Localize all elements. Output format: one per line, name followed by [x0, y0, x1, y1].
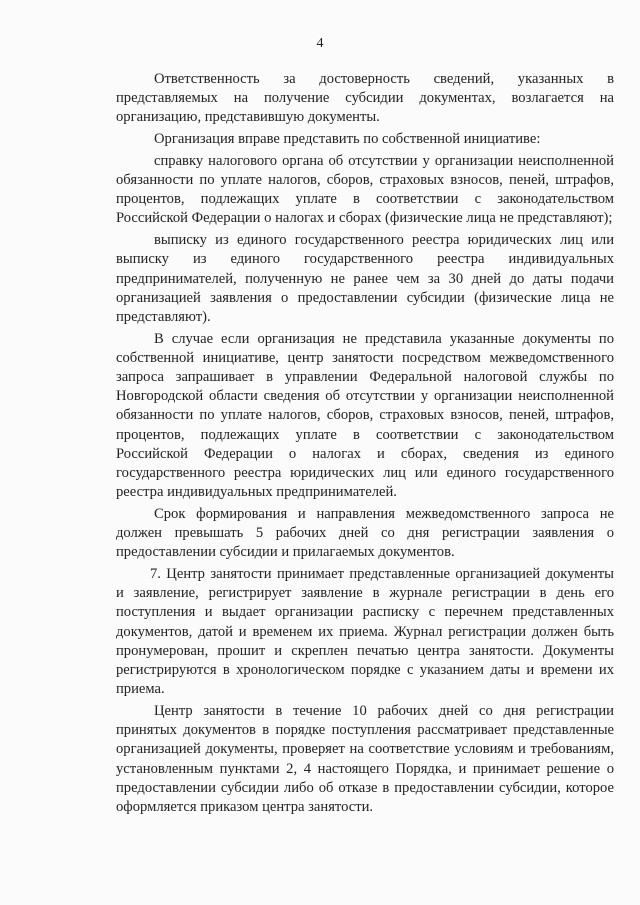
document-body [116, 70, 614, 820]
paragraph-interagency-request: В случае если организация не представила указанные документы по собственной инициативе, центр занятости посредством межведомственного запроса запрашивает в управлении Федеральной налоговой службы по Новгородской области сведения об отсутствии у организации неисполненной обязанности по уплате налогов, сборов, страховых взносов, пеней, штрафов, процентов, подлежащих уплате в соответствии с законодательством Российской Федерации о налогах и сборах, сведения из единого государственного реестра юридических лиц или единого государственного реестра индивидуальных предпринимателей. [116, 330, 614, 501]
paragraph-item-7: 7. Центр занятости принимает представленные организацией документы и заявление, регистрирует заявление в журнале регистрации в день его поступления и выдает организации расписку с перечнем представленных документов, датой и временем их приема. Журнал регистрации должен быть пронумерован, прошит и скреплен печатью центра занятости. Документы регистрируются в хронологическом порядке с указанием даты и времени их приема. [116, 566, 614, 698]
paragraph-own-initiative: Организация вправе представить по собственной инициативе: [154, 131, 541, 148]
paragraph-request-deadline: Срок формирования и направления межведомственного запроса не должен превышать 5 рабочих дней со дня регистрации заявления о предоставлении субсидии и прилагаемых документов. [116, 505, 614, 561]
paragraph-review-decision: Центр занятости в течение 10 рабочих дней со дня регистрации принятых документов в порядке поступления рассматривает представленные организацией документы, проверяет на соответствие условиям и требованиям, установленным пунктами 2, 4 настоящего Порядка, и принимает решение о предоставлении субсидии либо об отказе в предоставлении субсидии, которое оформляется приказом центра занятости. [116, 703, 614, 816]
paragraph-responsibility: Ответственность за достоверность сведений, указанных в представляемых на получение субсидии документах, возлагается на организацию, представившую документы. [116, 71, 614, 126]
paragraph-tax-certificate: справку налогового органа об отсутствии у организации неисполненной обязанности по уплате налогов, сборов, страховых взносов, пеней, штрафов, процентов, подлежащих уплате в соответствии с законодательством Российской Федерации о налогах и сборах (физические лица не представляют); [116, 152, 614, 227]
paragraph-registry-extract: выписку из единого государственного реестра юридических лиц или выписку из единого государственного реестра индивидуальных предпринимателей, полученную не ранее чем за 30 дней до даты подачи организацией заявления о предоставлении субсидии (физические лица не представляют). [116, 232, 614, 325]
page-number: 4 [316, 36, 324, 51]
